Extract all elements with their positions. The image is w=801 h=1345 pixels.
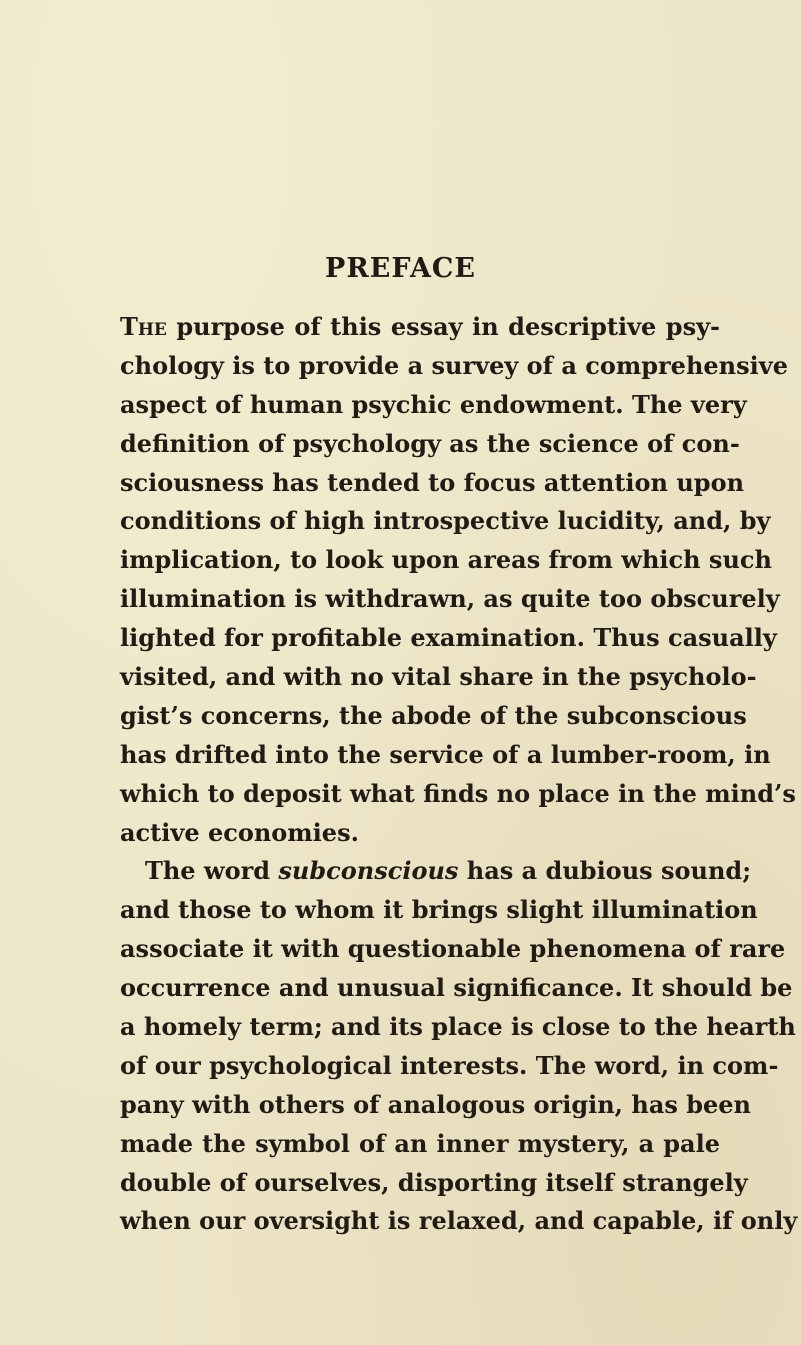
text-line: double of ourselves, disporting itself strangely (120, 1167, 748, 1197)
text-line: chology is to provide a survey of a comprehensive (120, 350, 788, 380)
text-line: definition of psychology as the science of con- (120, 428, 740, 458)
text-line: active economies. (120, 817, 359, 847)
text-line: and those to whom it brings slight illumination (120, 895, 758, 925)
text-line (120, 852, 752, 891)
text-line: illumination is withdrawn, as quite too obscurely (120, 584, 780, 614)
line-text: has a dubious sound; (458, 856, 752, 886)
opening-word: The (120, 312, 167, 341)
text-line: made the symbol of an inner mystery, a pale (120, 1128, 720, 1158)
text-line (120, 308, 720, 347)
text-line: gist’s concerns, the abode of the subconscious (120, 700, 747, 730)
text-line: aspect of human psychic endowment. The very (120, 389, 747, 419)
text-line: when our oversight is relaxed, and capable, if only (120, 1206, 798, 1236)
text-line: associate it with questionable phenomena of rare (120, 934, 786, 964)
text-line: of our psychological interests. The word, in com- (120, 1050, 779, 1080)
text-line: lighted for profitable examination. Thus casually (120, 623, 777, 653)
text-line: which to deposit what finds no place in the mind’s (120, 778, 796, 808)
italic-term: subconscious (278, 856, 459, 886)
text-line: a homely term; and its place is close to the hearth (120, 1012, 796, 1042)
text-line: conditions of high introspective lucidity, and, by (120, 506, 771, 536)
text-line: pany with others of analogous origin, has been (120, 1089, 752, 1119)
text-line: sciousness has tended to focus attention upon (120, 467, 745, 497)
text-line: occurrence and unusual significance. It should be (120, 973, 793, 1003)
line-text: The word (145, 856, 279, 886)
page-title: PREFACE (325, 253, 476, 284)
body-text (120, 308, 798, 1241)
text-line: visited, and with no vital share in the psycholo- (120, 662, 757, 692)
paragraph-2 (120, 852, 798, 1241)
paragraph-1 (120, 308, 796, 852)
line-text: purpose of this essay in descriptive psy- (166, 312, 720, 341)
text-line: has drifted into the service of a lumber-room, in (120, 739, 771, 769)
text-line: implication, to look upon areas from which such (120, 545, 772, 575)
